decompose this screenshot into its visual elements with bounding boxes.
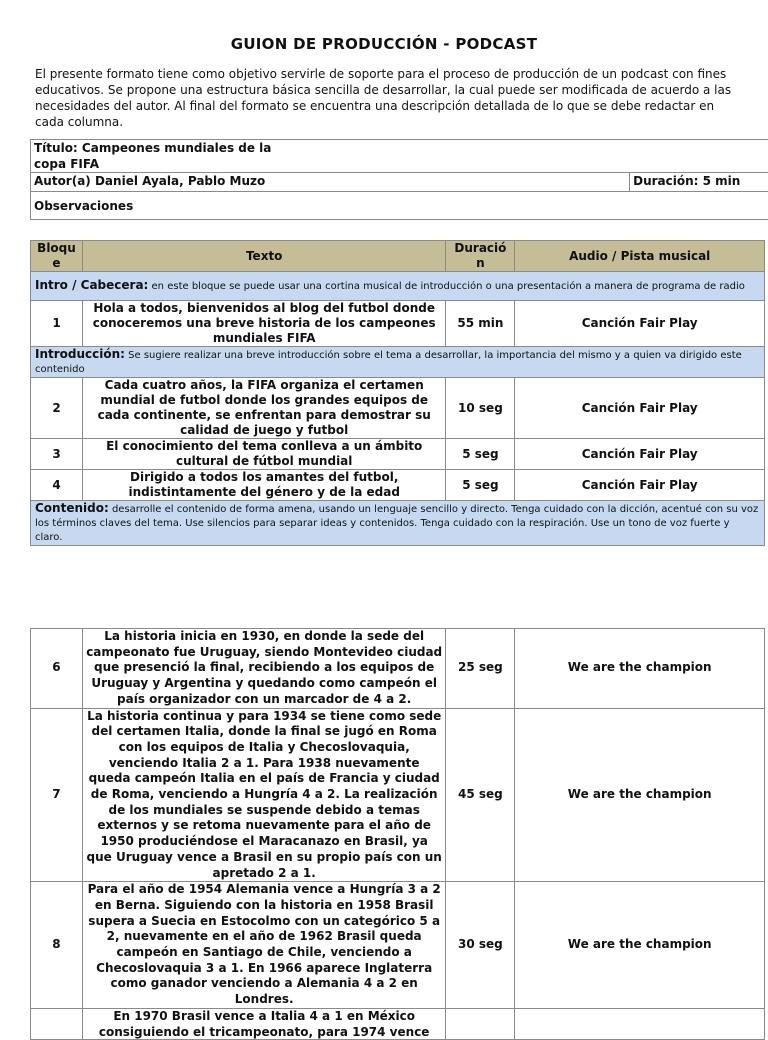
- table-row: 8 Para el año de 1954 Alemania vence a Hungría 3 a 2 en Berna. Siguiendo con la historia en 1958 Brasil supera a Suecia en Estocolmo con un categórico 5 a 2, nuevamente en el año de 1962 Brasil queda campeón en Santiago de Chile, venciendo a Checoslovaquia 3 a 1. En 1966 aparece Inglaterra como ganador venciendo a Alemania 4 a 2 en Londres. 30 seg We are the champion: [31, 882, 765, 1009]
- table-row: 3 El conocimiento del tema conlleva a un ámbito cultural de fútbol mundial 5 seg Canción Fair Play: [31, 439, 765, 470]
- col-header-texto: Texto: [82, 241, 445, 272]
- script-table: [30, 240, 765, 546]
- observations-field: Observaciones: [31, 192, 768, 220]
- table-row: 7 La historia continua y para 1934 se tiene como sede del certamen Italia, donde la final se jugó en Roma con los equipos de Italia y Checoslovaquia, venciendo Italia 2 a 1. Para 1938 nuevamente queda campeón Italia en el país de Francia y ciudad de Roma, venciendo a Hungría 4 a 2. La realización de los mundiales se suspende debido a temas externos y se retoma nuevamente para el año de 1950 produciéndose el Maracanazo en Brasil, ya que Uruguay vence a Brasil en su propio país con un apretado 2 a 1. 45 seg We are the champion: [31, 708, 765, 882]
- author-field: Autor(a) Daniel Ayala, Pablo Muzo: [31, 173, 630, 192]
- duration-field: Duración: 5 min: [630, 173, 768, 192]
- intro-paragraph: El presente formato tiene como objetivo servirle de soporte para el proceso de producción de un podcast con fines educativos. Se propone una estructura básica sencilla de desarrollar, la cual puede ser modificada de acuerdo a las necesidades del autor. Al final del formato se encuentra una descripción detallada de lo que se debe redactar en cada columna.: [35, 66, 735, 130]
- section-introduccion: Introducción: Se sugiere realizar una breve introducción sobre el tema a desarrollar, la importancia del mismo y a quien va dirigido este contenido: [31, 347, 765, 378]
- title-field: Título: Campeones mundiales de la copa FIFA: [31, 140, 768, 173]
- section-cabecera: Intro / Cabecera: en este bloque se puede usar una cortina musical de introducción o una presentación a manera de programa de radio: [31, 272, 765, 301]
- page-title: GUION DE PRODUCCIÓN - PODCAST: [0, 35, 768, 53]
- meta-table: [30, 139, 768, 220]
- table-header-row: [31, 241, 765, 272]
- table-row: En 1970 Brasil vence a Italia 4 a 1 en México consiguiendo el tricampeonato, para 1974 vence: [31, 1008, 765, 1039]
- section-contenido: Contenido: desarrolle el contenido de forma amena, usando un lenguaje sencillo y directo. Tenga cuidado con la dicción, acentué con su voz los términos claves del tema. Use silencios para separar ideas y contenidos. Tenga cuidado con la respiración. Use un tono de voz fuerte y claro.: [31, 501, 765, 546]
- table-row: 4 Dirigido a todos los amantes del futbol, indistintamente del género y de la edad 5 seg Canción Fair Play: [31, 470, 765, 501]
- table-row: 1 Hola a todos, bienvenidos al blog del futbol donde conoceremos una breve historia de los campeones mundiales FIFA 55 min Canción Fair Play: [31, 301, 765, 347]
- script-table-continued: [30, 628, 765, 1040]
- col-header-bloque: Bloqu e: [31, 241, 83, 272]
- table-row: 2 Cada cuatro años, la FIFA organiza el certamen mundial de futbol donde los grandes equipos de cada continente, se enfrentan para demostrar su calidad de juego y futbol 10 seg Canción Fair Play: [31, 378, 765, 439]
- table-row: 6 La historia inicia en 1930, en donde la sede del campeonato fue Uruguay, siendo Montevideo ciudad que presenció la final, recibiendo a los equipos de Uruguay y Argentina y quedando como campeón el país organizador con un marcador de 4 a 2. 25 seg We are the champion: [31, 629, 765, 709]
- col-header-audio: Audio / Pista musical: [515, 241, 765, 272]
- col-header-duracion: Duració n: [446, 241, 515, 272]
